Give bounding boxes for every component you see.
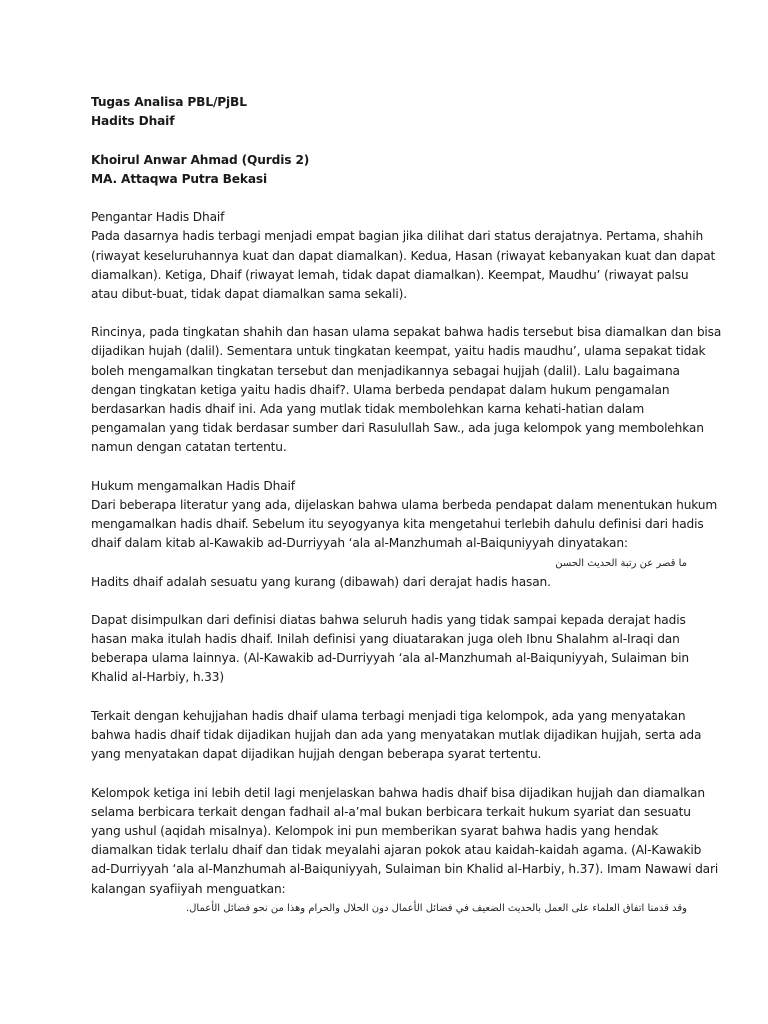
hukum-paragraph-2 (91, 573, 687, 592)
section-heading-hukum: Hukum mengamalkan Hadis Dhaif (91, 478, 295, 493)
text-line: kalangan syafiiyah menguatkan: (91, 881, 286, 896)
text-line: ad-Durriyyah ‘ala al-Manzhumah al-Baiquniyyah, Sulaiman bin Khalid al-Harbiy, h.37). Imam Nawawi dari (91, 862, 719, 877)
hukum-paragraph-3 (91, 611, 687, 688)
text-line: diamalkan). Ketiga, Dhaif (riwayat lemah, tidak dapat diamalkan). Keempat, Maudhu’ (riwayat palsu (91, 267, 689, 282)
hukum-paragraph-5 (91, 784, 719, 899)
text-line: mengamalkan hadis dhaif. Sebelum itu seyogyanya kita mengetahui terlebih dahulu definisi dari hadis (91, 517, 704, 532)
text-line: Khalid al-Harbiy, h.33) (91, 670, 224, 685)
text-line: namun dengan catatan tertentu. (91, 440, 287, 455)
author-name: Khoirul Anwar Ahmad (Qurdis 2) (91, 152, 310, 167)
text-line: Hadits dhaif adalah sesuatu yang kurang (dibawah) dari derajat hadis hasan. (91, 574, 551, 589)
author-school: MA. Attaqwa Putra Bekasi (91, 171, 268, 186)
document-body (91, 93, 722, 918)
text-line: diamalkan tidak terlalu dhaif dan tidak meyalahi ajaran pokok atau kaidah-kaidah agama. (Al-Kawakib (91, 843, 702, 858)
text-line: (riwayat keseluruhannya kuat dan dapat diamalkan). Kedua, Hasan (riwayat kebanyakan kuat dan dapat (91, 248, 716, 263)
arabic-definition: ما قصر عن رتبة الحديث الحسن (555, 557, 687, 569)
text-line: dijadikan hujah (dalil). Sementara untuk tingkatan keempat, yaitu hadis maudhu’, ulama sepakat tidak (91, 344, 706, 359)
text-line: selama berbicara terkait dengan fadhail al-a’mal bukan berbicara terkait hukum syariat dan sesuatu (91, 804, 691, 819)
text-line: dengan tingkatan ketiga yaitu hadis dhaif?. Ulama berbeda pendapat dalam hukum pengamalan (91, 382, 670, 397)
hukum-paragraph-4 (91, 707, 702, 765)
text-line: Dari beberapa literatur yang ada, dijelaskan bahwa ulama berbeda pendapat dalam menentukan hukum (91, 497, 718, 512)
section-heading-intro: Pengantar Hadis Dhaif (91, 210, 225, 225)
text-line: boleh mengamalkan tingkatan tersebut dan menjadikannya sebagai hujjah (dalil). Lalu bagaimana (91, 363, 680, 378)
text-line: Dapat disimpulkan dari definisi diatas bahwa seluruh hadis yang tidak sampai kepada derajat hadis (91, 612, 686, 627)
arabic-nawawi-quote: وقد قدمنا اتفاق العلماء على العمل بالحديث الضعيف في فضائل الأعمال دون الحلال والحرام وهذا من نحو فضائل الأعمال. (185, 902, 687, 914)
text-line: pengamalan yang tidak berdasar sumber dari Rasulullah Saw., ada juga kelompok yang membolehkan (91, 421, 704, 436)
text-line: yang menyatakan dapat dijadikan hujjah dengan beberapa syarat tertentu. (91, 747, 542, 762)
text-line: hasan maka itulah hadis dhaif. Inilah definisi yang diuatarakan juga oleh Ibnu Shalahm al-Iraqi dan (91, 632, 680, 647)
text-line: Terkait dengan kehujjahan hadis dhaif ulama terbagi menjadi tiga kelompok, ada yang menyatakan (91, 708, 686, 723)
text-line: yang ushul (aqidah misalnya). Kelompok ini pun memberikan syarat bahwa hadis yang hendak (91, 823, 659, 838)
assignment-subtitle: Hadits Dhaif (91, 114, 175, 129)
intro-paragraph-2 (91, 323, 722, 457)
text-line: bahwa hadis dhaif tidak dijadikan hujjah dan ada yang menyatakan mutlak dijadikan hujjah, serta ada (91, 728, 702, 742)
text-line: atau dibut-buat, tidak dapat diamalkan sama sekali). (91, 286, 407, 301)
hukum-paragraph-1 (91, 496, 718, 554)
text-line: Rincinya, pada tingkatan shahih dan hasan ulama sepakat bahwa hadis tersebut bisa diamalkan dan bisa (91, 325, 722, 340)
text-line: beberapa ulama lainnya. (Al-Kawakib ad-Durriyyah ‘ala al-Manzhumah al-Baiquniyyah, Sulaiman bin (91, 651, 689, 666)
text-line: dhaif dalam kitab al-Kawakib ad-Durriyyah ‘ala al-Manzhumah al-Baiquniyyah dinyatakan: (91, 536, 628, 551)
assignment-title: Tugas Analisa PBL/PjBL (91, 95, 247, 109)
intro-paragraph-1 (91, 227, 716, 304)
text-line: berdasarkan hadis dhaif ini. Ada yang mutlak tidak membolehkan karna kehati-hatian dalam (91, 402, 645, 416)
text-line: Pada dasarnya hadis terbagi menjadi empat bagian jika dilihat dari status derajatnya. Pertama, shahih (91, 229, 704, 244)
text-line: Kelompok ketiga ini lebih detil lagi menjelaskan bahwa hadis dhaif bisa dijadikan hujjah dan diamalkan (91, 785, 705, 800)
